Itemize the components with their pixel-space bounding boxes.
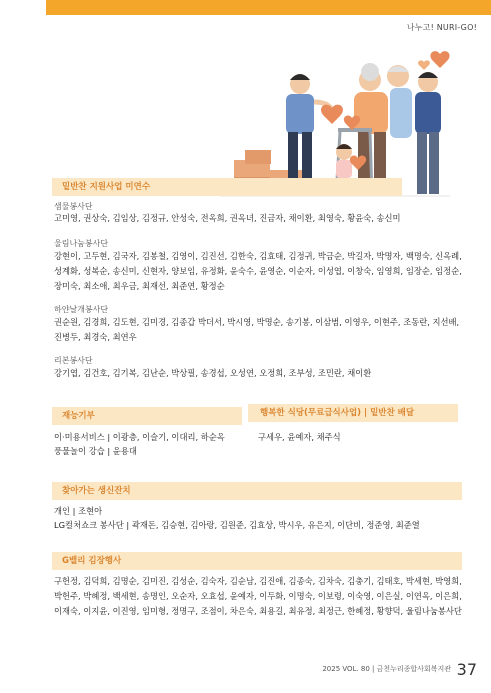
section-title-kimjang: G밸리 김장행사	[52, 552, 462, 570]
top-accent-bar	[46, 0, 491, 15]
group-title: 샘물봉사단	[54, 202, 93, 211]
birthday-line: LG컬처쇼크 봉사단 | 곽재돈, 김승현, 김아랑, 김원준, 김효상, 박시우, 유은지, 이단비, 정준영, 최준열	[54, 520, 420, 530]
section-title-main: 밑반찬 지원사업 미연수	[52, 178, 402, 196]
sikdang-names: 구세우, 윤예자, 채주식	[258, 432, 341, 442]
talent-line: 풍물놀이 강습 | 윤용대	[54, 446, 137, 456]
header-tag: 나누고! NURI-GO!	[406, 23, 477, 32]
kimjang-names: 구헌정, 김덕희, 김명순, 김미진, 김성순, 김숙자, 김순남, 김진애, 김종숙, 김차숙, 김충기, 김태호, 박세현, 박영희, 박헌주, 박혜정, 백세현, 송명인, 오순자, 오효섭, 윤예자, 이두화, 이명숙, 이보령, 이숙영, 이은실, 이연옥, 이은희, 이재숙, 이지윤, 이진영, 임미형, 정명구, 조점이, 차은숙, 최용길, 최유정, 최정근, 한혜정, 황향덕, 울림나눔봉사단	[54, 576, 462, 616]
section-title-talent: 재능기부	[52, 407, 242, 425]
volunteer-family-illustration	[210, 32, 450, 202]
group-names: 강기엽, 김건호, 김기복, 김난순, 박상필, 송경섭, 오성연, 오정희, 조부성, 조민란, 채이환	[54, 368, 372, 378]
birthday-line: 개인 | 조현아	[54, 506, 103, 516]
section-title-birthday: 찾아가는 생신잔치	[52, 482, 462, 500]
group-title: 울림나눔봉사단	[54, 239, 109, 248]
group-names: 고미영, 권상숙, 김임상, 김정규, 안성숙, 전옥희, 권옥녀, 진금자, 채이환, 최영숙, 황윤숙, 송신미	[54, 213, 401, 223]
talent-line: 이·미용서비스 | 이광층, 이슬기, 이대리, 하순옥	[54, 432, 225, 442]
page-number: 37	[456, 660, 477, 679]
section-title-sikdang: 행복한 식당(무료급식사업) | 밑반찬 배달	[248, 404, 458, 422]
group-title: 리본봉사단	[54, 356, 93, 365]
group-title: 하얀날개봉사단	[54, 305, 109, 314]
group-names: 권순원, 김경희, 김도현, 김미경, 김종갑 박더서, 박시영, 박명순, 송기봉, 이삼범, 이영우, 이현주, 조동란, 지선배, 진병두, 최경숙, 최연우	[54, 317, 460, 342]
footer-text: 2025 VOL. 80 | 금천누리종합사회복지관	[322, 665, 451, 673]
group-names: 강현이, 고두현, 김국자, 김봉철, 김영이, 김진선, 김한숙, 김효태, 김정귀, 박금순, 박길자, 박명자, 백명숙, 신옥례, 성계화, 성복순, 송신미, 신현자, 양보임, 유정화, 윤숙수, 윤영순, 이순자, 이성엽, 이창숙, 임영희, 임장순, 임정순, 장미숙, 최소애, 최우금, 최재선, 최준연, 황정순	[54, 251, 462, 291]
